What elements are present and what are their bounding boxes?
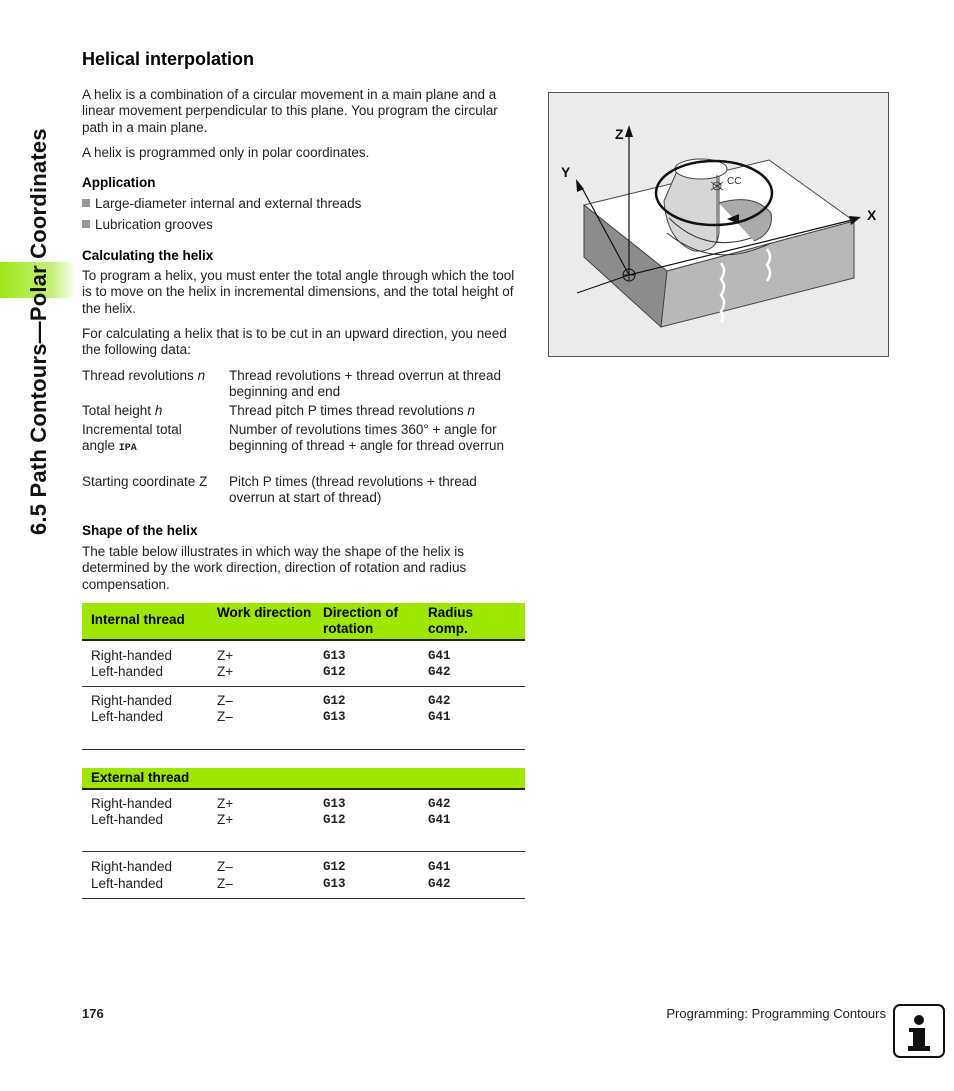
x-axis-arrow-icon xyxy=(849,216,861,225)
y-axis-label: Y xyxy=(561,164,571,180)
helix-diagram xyxy=(549,93,888,356)
intro-paragraph-2: A helix is programmed only in polar coordinates. xyxy=(82,145,370,160)
calc-paragraph-2: For calculating a helix that is to be cut in an upward direction, you need the following data: xyxy=(82,326,507,358)
table-row: Right-handed Z+ G13 G41 Left-handed Z+ G12 G42 xyxy=(82,641,525,687)
x-axis-label: X xyxy=(867,207,877,223)
info-icon xyxy=(893,1004,945,1058)
table-header: Internal thread Work direction Direction of rotation Radius comp. xyxy=(82,603,525,641)
footer-title: Programming: Programming Contours xyxy=(666,1006,886,1021)
internal-thread-table xyxy=(82,603,525,750)
bullet-square-icon xyxy=(82,220,90,228)
calc-heading: Calculating the helix xyxy=(82,248,214,263)
table-header: External thread xyxy=(82,768,525,790)
shape-paragraph: The table below illustrates in which way the shape of the helix is determined by the work direction, direction of rotation and radius compensation. xyxy=(82,544,467,592)
z-axis-arrow-icon xyxy=(625,125,633,137)
calc-paragraph-1: To program a helix, you must enter the total angle through which the tool is to move on the helix in incremental dimensions, and the total height of the helix. xyxy=(82,268,515,316)
page-number: 176 xyxy=(82,1006,104,1021)
section-title: Helical interpolation xyxy=(82,49,255,69)
table-row: Right-handed Z– G12 G41 Left-handed Z– G13 G42 xyxy=(82,852,525,899)
helix-figure xyxy=(548,92,889,357)
shape-heading: Shape of the helix xyxy=(82,523,198,538)
application-item: Large-diameter internal and external threads xyxy=(82,196,361,211)
bullet-square-icon xyxy=(82,199,90,207)
cc-label: CC xyxy=(727,176,742,187)
application-heading: Application xyxy=(82,175,156,190)
external-thread-table xyxy=(82,768,525,899)
intro-paragraph-1: A helix is a combination of a circular movement in a main plane and a linear movement perpendicular to this plane. You program the circular path in a main plane. xyxy=(82,87,498,135)
table-row: Right-handed Z– G12 G42 Left-handed Z– G13 G41 xyxy=(82,687,525,750)
table-row: Right-handed Z+ G13 G42 Left-handed Z+ G12 G41 xyxy=(82,790,525,852)
z-axis-label: Z xyxy=(615,126,624,142)
application-item: Lubrication grooves xyxy=(82,217,213,232)
